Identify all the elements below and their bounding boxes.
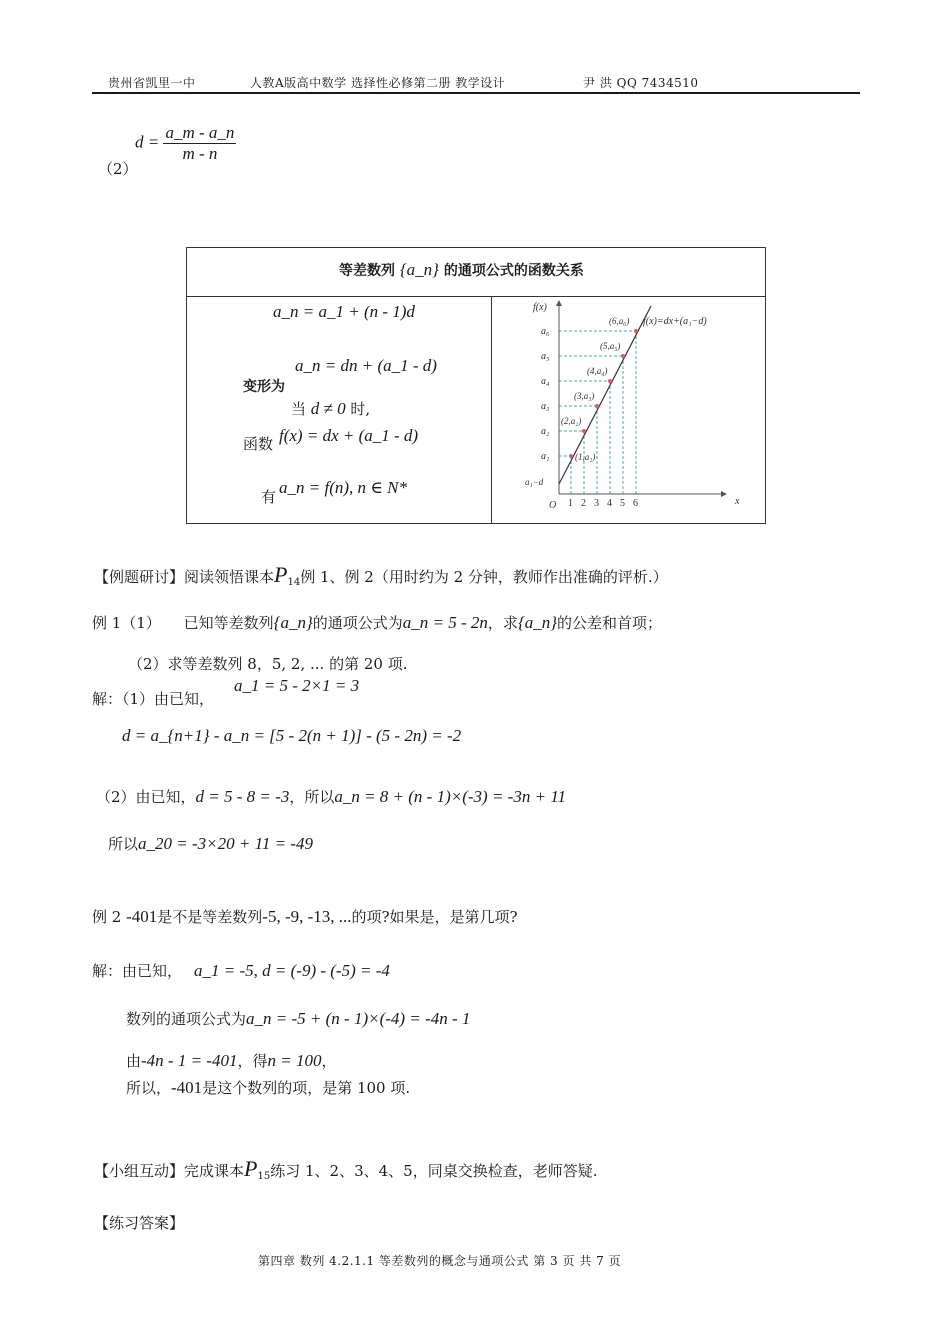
graph-point-label-5: (5,a₅)	[600, 341, 621, 351]
graph-point-label-2: (2,a₂)	[561, 416, 582, 426]
formula2-numerator: a_m - a_n	[165, 123, 235, 142]
ex1-q1-mid2: ，求	[487, 614, 518, 632]
ex2-gen-pre: 数列的通项公式为	[126, 1010, 247, 1028]
formula2-label: （2）	[98, 160, 138, 178]
table-when-line	[291, 398, 370, 419]
ex1-sol2-an: a_n = 8 + (n - 1)×(-3) = -3n + 11	[334, 787, 567, 806]
graph-xtick-4: 4	[607, 498, 612, 509]
y-axis-arrow-icon	[556, 300, 562, 306]
graph-ytick-1: a₁	[541, 451, 550, 462]
graph-origin: O	[549, 500, 557, 511]
ex1-sol2-a20: a_20 = -3×20 + 11 = -49	[138, 834, 313, 853]
graph-ytick-4: a₄	[541, 376, 550, 387]
graph-point-5	[621, 354, 625, 358]
ex2-line1	[92, 906, 518, 927]
ex1-sol2-so: 所以	[108, 835, 139, 853]
header-book: 人教A版高中数学 选择性必修第二册 教学设计	[250, 76, 506, 90]
ex2-gen-line	[126, 1008, 470, 1029]
ex2-from-line	[126, 1050, 337, 1071]
table-title-post: 的通项公式的函数关系	[443, 263, 584, 279]
group-page: P	[244, 1156, 258, 1181]
graph-point-4	[608, 379, 612, 383]
table-transform-label: 变形为	[243, 379, 285, 395]
header-school: 贵州省凯里一中	[108, 76, 196, 90]
group-line	[94, 1156, 597, 1182]
graph-ytick-2: a₂	[541, 426, 550, 437]
ex2-sol-label: 解：由已知，	[92, 962, 183, 980]
function-graph	[523, 298, 761, 520]
ex2-q-post: 的项?如果是，是第几项?	[351, 908, 518, 926]
formula2-fraction	[163, 123, 236, 164]
ex1-sol2-so-line	[108, 833, 313, 854]
ex1-sol2-mid: ，所以	[289, 788, 335, 806]
graph-x-label: x	[735, 496, 740, 507]
table-divider-h	[187, 296, 765, 297]
graph-xtick-1: 1	[568, 498, 573, 509]
graph-point-1	[569, 454, 573, 458]
ex1-sol2-pre: （2）由已知，	[96, 788, 196, 806]
study-line	[94, 562, 668, 588]
ex2-sol-a1: a_1 = -5, d = (-9) - (-5) = -4	[194, 961, 390, 980]
graph-xtick-6: 6	[633, 498, 638, 509]
ex1-q1-post: 的公差和首项；	[557, 614, 663, 632]
table-when-post: 时,	[350, 400, 371, 418]
ex2-q-mid: 是不是等差数列	[157, 908, 263, 926]
ex1-seq: {a_n}	[273, 613, 313, 632]
ex1-sol-label: 解：（1）由已知，	[92, 690, 215, 708]
graph-xtick-3: 3	[594, 498, 599, 509]
graph-y-label: f(x)	[533, 302, 547, 313]
x-axis-arrow-icon	[721, 491, 727, 497]
group-tag: 【小组互动】	[94, 1162, 185, 1180]
ex1-line1	[92, 612, 662, 633]
ex1-sol-d: d = a_{n+1} - a_n = [5 - 2(n + 1)] - (5 - 2n) = -2	[122, 726, 462, 745]
graph-point-2	[582, 429, 586, 433]
ex2-from: 由	[126, 1052, 142, 1070]
ex1-q1-formula: a_n = 5 - 2n	[402, 613, 488, 632]
ex2-eq: -4n - 1 = -401	[141, 1051, 238, 1070]
footer: 第四章 数列 4.2.1.1 等差数列的概念与通项公式 第 3 页 共 7 页	[258, 1254, 622, 1268]
table-title-seq: {a_n}	[399, 260, 439, 279]
ex1-seq-2: {a_n}	[517, 613, 558, 632]
ex2-so-post: 是这个数列的项，是第 100 项.	[202, 1079, 411, 1097]
table-have-expr: a_n = f(n), n ∈ N*	[279, 478, 407, 497]
graph-point-3	[595, 404, 599, 408]
ex2-sol-line	[92, 960, 390, 981]
graph-xtick-5: 5	[620, 498, 625, 509]
header-rule	[92, 92, 860, 94]
ex2-so-num: -401	[171, 1078, 203, 1097]
group-page-sub: 15	[257, 1171, 271, 1182]
table-line1: a_n = a_1 + (n - 1)d	[273, 302, 415, 321]
table-have-label: 有	[261, 488, 277, 506]
graph-point-label-1: (1,a₁)	[575, 452, 596, 462]
table-when-pre: 当	[291, 400, 307, 418]
ex1-sol-a1: a_1 = 5 - 2×1 = 3	[234, 676, 360, 695]
study-page: P	[274, 562, 288, 587]
graph-line-label: f(x)=dx+(a₁−d)	[643, 316, 707, 327]
study-tag: 【例题研讨】	[94, 568, 185, 586]
ex2-so-pre: 所以，	[126, 1079, 172, 1097]
graph-point-label-4: (4,a₄)	[587, 366, 608, 376]
graph-point-6	[634, 329, 638, 333]
ex2-so-line	[126, 1077, 410, 1098]
graph-point-label-6: (6,a₆)	[609, 316, 630, 326]
table-when-cond: d ≠ 0	[310, 399, 346, 418]
group-text-pre: 完成课本	[184, 1162, 245, 1180]
ex2-get: ，得	[237, 1052, 268, 1070]
ex1-sol2-line	[96, 786, 566, 807]
ex2-num: -401	[126, 907, 158, 926]
graph-point-label-3: (3,a₃)	[574, 391, 595, 401]
graph-ytick-3: a₃	[541, 401, 550, 412]
graph-ytick-5: a₅	[541, 351, 550, 362]
function-relation-table	[186, 247, 766, 524]
table-func-label: 函数	[243, 435, 274, 453]
table-divider-v	[491, 296, 492, 523]
table-title-pre: 等差数列	[339, 263, 395, 279]
graph-ytick-6: a₆	[541, 326, 550, 337]
study-text-post: 例 1、例 2（用时约为 2 分钟，教师作出准确的评析.）	[300, 568, 668, 586]
graph-intercept-label: a₁−d	[525, 477, 544, 487]
ex2-label: 例 2	[92, 908, 122, 926]
ex1-q1-pre: 已知等差数列	[183, 614, 274, 632]
ex1-q1-mid: 的通项公式为	[312, 614, 403, 632]
table-title	[339, 260, 584, 280]
answers-tag: 【练习答案】	[94, 1214, 185, 1232]
header-author: 尹 洪 QQ 7434510	[583, 76, 699, 90]
ex2-n-val: n = 100	[267, 1051, 322, 1070]
function-line	[559, 306, 651, 484]
ex1-sol2-d: d = 5 - 8 = -3	[195, 787, 290, 806]
study-page-sub: 14	[287, 577, 301, 588]
ex2-gen: a_n = -5 + (n - 1)×(-4) = -4n - 1	[246, 1009, 471, 1028]
group-text-post: 练习 1、2、3、4、5，同桌交换检查，老师答疑.	[270, 1162, 598, 1180]
study-text-pre: 阅读领悟课本	[184, 568, 275, 586]
table-line2: a_n = dn + (a_1 - d)	[295, 356, 437, 375]
ex2-seq: -5, -9, -13, ...	[262, 907, 352, 926]
ex1-label: 例 1（1）	[92, 614, 161, 632]
table-func-expr: f(x) = dx + (a_1 - d)	[279, 426, 419, 445]
formula2	[135, 123, 236, 164]
graph-xtick-2: 2	[581, 498, 586, 509]
formula2-lhs: d =	[135, 132, 160, 152]
ex1-q2: （2）求等差数列 8，5, 2, ... 的第 20 项.	[128, 655, 408, 673]
formula2-denominator: m - n	[182, 144, 218, 163]
ex2-comma: ，	[321, 1052, 337, 1070]
